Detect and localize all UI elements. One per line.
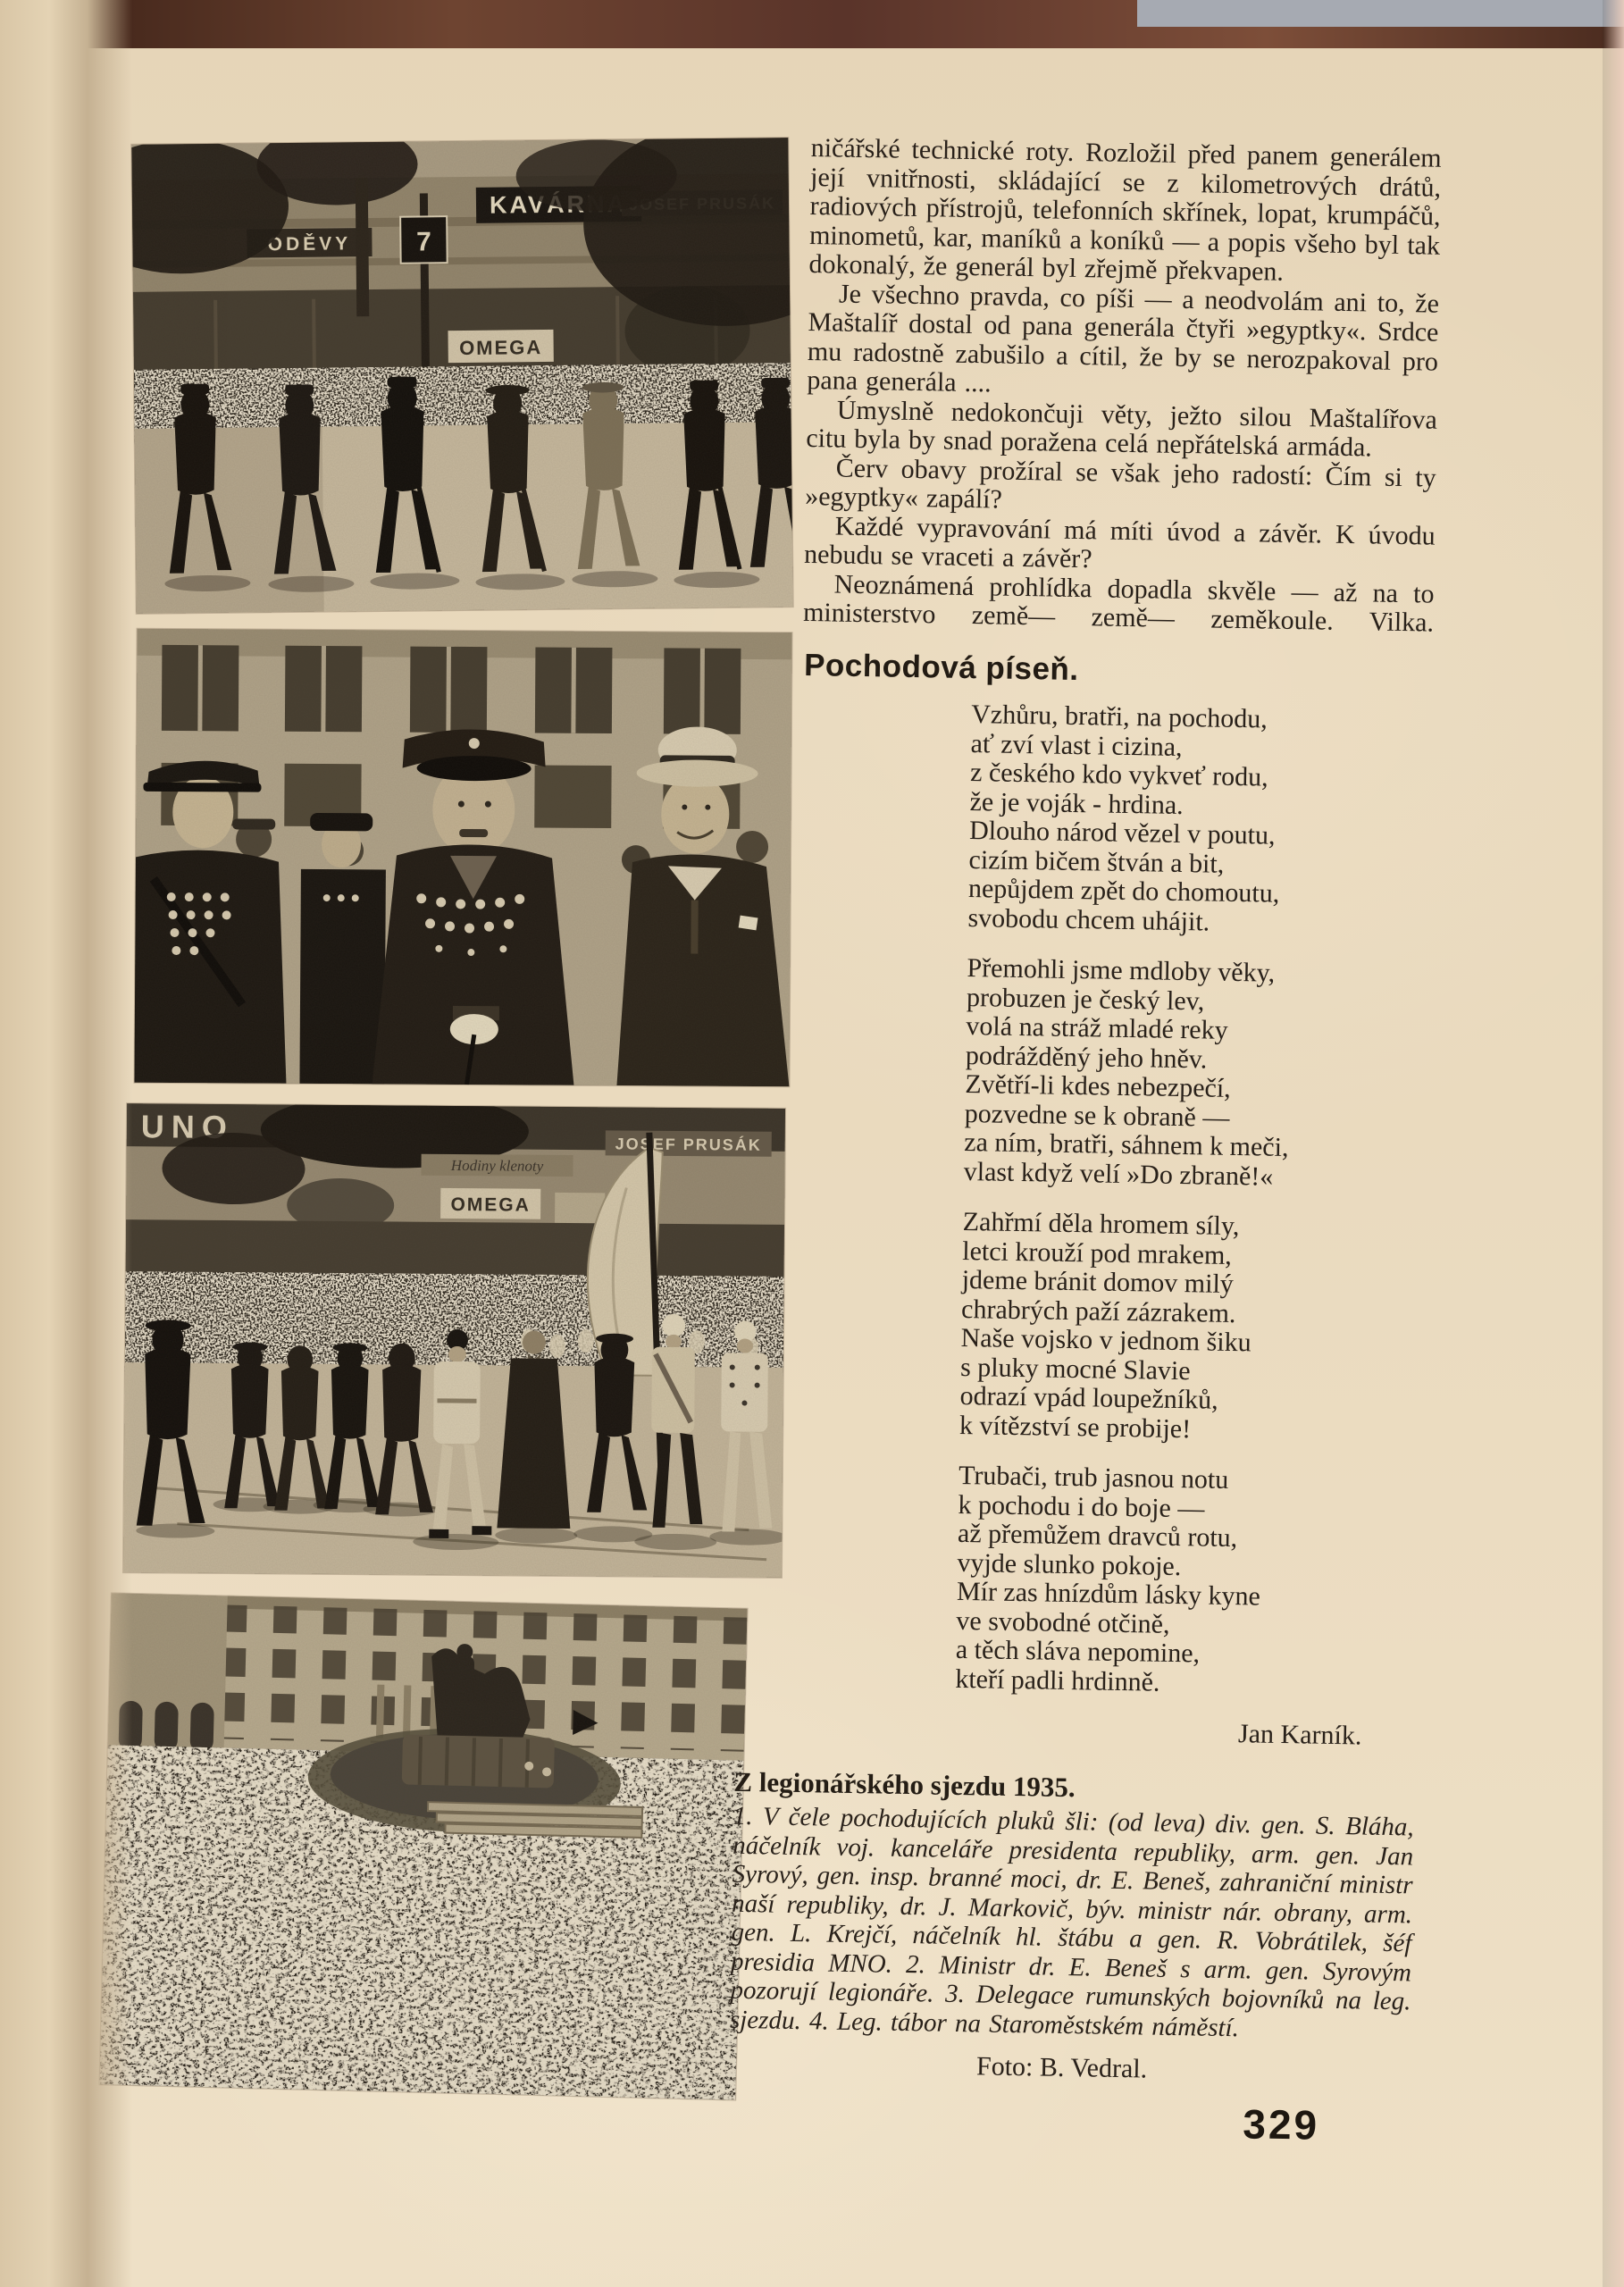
photo-romanian-delegation [123,1103,785,1578]
caption-title: Z legionářského sjezdu 1935. [733,1765,1076,1803]
poem-line: volá na stráž mladé reky [966,1011,1228,1045]
poem-line: Zahřmí děla hromem síly, [962,1206,1240,1242]
poem-author: Jan Karník. [1237,1719,1362,1751]
poem-stanza [963,954,1427,1194]
caption-item: 3. Delegace rumunských bojovníků na leg. sjezdu. [729,1979,1411,2035]
photo-credit: Foto: B. Vedral. [975,2051,1148,2084]
poem-line: Naše vojsko v jednom šiku [960,1322,1251,1358]
poem-line: Zvětří-li kdes nebezpečí, [965,1069,1231,1103]
page-edge [1603,0,1624,2287]
poem-line: ať zví vlast i cizina, [970,728,1183,762]
page-gutter-shadow [0,0,134,2287]
text-column [729,133,1442,2149]
poem-line: Mír zas hnízdům lásky kyne [956,1576,1261,1612]
poem-title: Pochodová píseň. [803,647,1079,687]
poem-line: z českého kdo vykveť rodu, [969,758,1268,792]
poem-line: Vzhůru, bratři, na pochodu, [970,700,1268,734]
photo-parade-head [131,138,792,614]
caption-item: 1. V čele pochodujících pluků šli: (od leva) div. gen. S. Bláha, náčelník voj. kanceláře presidenta republiky, arm. gen. Jan Syrový, gen. insp. branné moci, dr. E. Beneš, zahraniční ministr naší republiky, dr. J. Markovič, býv. ministr nár. obrany, arm. gen. L. Krejčí, náčelník hl. štábu a gen. R. Vobrátilek, šéf presidia MNO. [730,1801,1414,1979]
poem-line: jdeme bránit domov milý [961,1264,1235,1300]
poem-line: Přemohli jsme mdloby věky, [967,953,1276,988]
poem-line: že je voják - hrdina. [969,786,1184,820]
poem-line: chrabrých paží zázrakem. [960,1294,1236,1328]
poem-line: až přemůžem dravců rotu, [957,1518,1238,1554]
poem-line: kteří padli hrdinně. [955,1663,1160,1697]
poem-line: odrazí vpád loupežníků, [959,1380,1218,1415]
poem-line: vyjde slunko pokoje. [957,1547,1182,1581]
poem-line: Dlouho národ vězel v poutu, [968,816,1276,850]
scanner-background [1137,0,1624,27]
poem-stanza [967,700,1432,941]
poem-line: pozvedne se k obraně — [964,1098,1230,1133]
article-paragraph: ničářské technické roty. Rozložil před panem generálem její vnitřnosti, skládající se z kilometrových drátů, radiových přístrojů, telefonních skřínek, lopat, krumpáčů, minometů, kar, maníků a koníků — a popis všeho byl tak dokonalý, že generál byl zřejmě překvapen. [808,133,1442,287]
poem-line: ve svobodné otčině, [956,1605,1170,1639]
caption-item: 4. Leg. tábor na Staroměstském náměstí. [808,2006,1240,2042]
poem-line: k pochodu i do boje — [958,1489,1205,1524]
article-paragraph: Červ obavy prožíral se však jeho radostí: Čím si ty »egyptky« zapálí? [805,453,1436,515]
poem-line: letci krouží pod mrakem, [962,1236,1233,1270]
poem-line: cizím bičem štván a bit, [968,844,1225,879]
poem-line: za ním, bratři, sáhnem k meči, [964,1127,1289,1163]
poem-line: podrážděný jeho hněv. [965,1040,1208,1074]
poem-stanza [955,1462,1419,1702]
poem-line: svobodu chcem uhájit. [967,902,1210,937]
caption-body [730,1802,1414,2046]
article-paragraph: Úmyslně nedokončuji věty, ježto silou Maštalířova citu byla by snad poražena celá nepřátelská armáda. [806,395,1438,463]
article-paragraph: Neoznámená prohlídka dopadla skvěle — až na to ministerstvo země— země— zeměkoule. Vilka. [802,568,1435,638]
poem-line: nepůjdem zpět do chomoutu, [967,874,1280,909]
article-paragraph: Je všechno pravda, co píši — a neodvolám ani to, že Maštalíř dostal od pana generála čtyři »egyptky«. Srdce mu radostně zabušilo a cítil, že by se nerozpakoval pro pana generála .... [807,279,1440,398]
poem-line: s pluky mocné Slavie [959,1352,1191,1386]
article-paragraph: Každé vypravování má míti úvod a závěr. K úvodu nebudu se vraceti a závěr? [803,511,1436,574]
poem-stanza [959,1208,1424,1448]
poem-line: probuzen je český lev, [966,982,1205,1016]
poem-line: a těch sláva nepomine, [955,1634,1201,1669]
photo-captions [728,1765,1415,2149]
page-number: 329 [1242,2099,1320,2149]
caption-item: 2. Ministr dr. E. Beneš s arm. gen. Syrovým pozorují legionáře. [730,1949,1412,2008]
photo-benes-syrovy [134,629,791,1086]
poem-line: Trubači, trub jasnou notu [958,1460,1229,1495]
poem-line: k vítězství se probije! [958,1410,1192,1444]
photo-old-town-square [99,1593,747,2099]
poem-line: vlast když velí »Do zbraně!« [963,1156,1274,1192]
